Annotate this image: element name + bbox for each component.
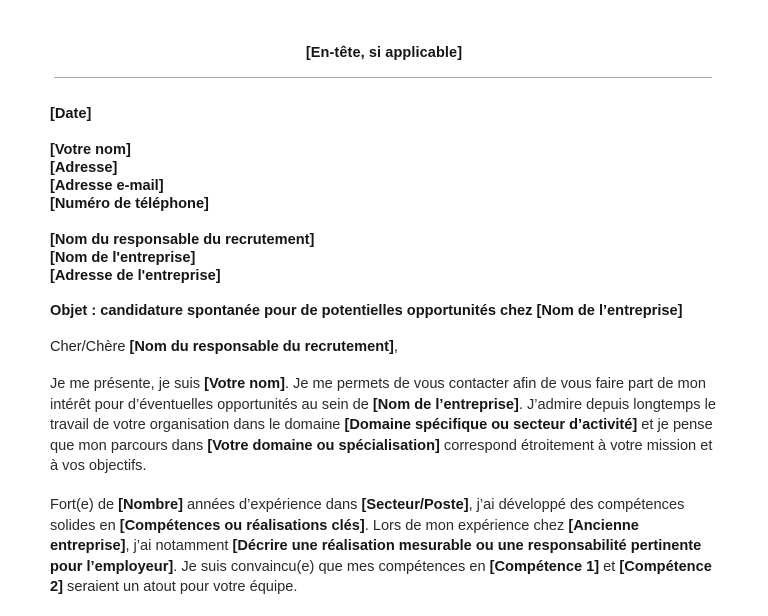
p1-text-3: . J’admire depuis longtemps le travail de votre organisation dans le domaine bbox=[50, 396, 716, 434]
recipient-company: [Nom de l'entreprise] bbox=[50, 250, 196, 266]
header-divider bbox=[54, 77, 712, 78]
greeting bbox=[50, 338, 720, 356]
p2-placeholder-sector: [Secteur/Poste] bbox=[361, 496, 469, 513]
subject-text: Objet : candidature spontanée pour de potentielles opportunités chez [Nom de l’entreprise] bbox=[50, 303, 683, 319]
p1-text-1: Je me présente, je suis bbox=[50, 376, 205, 392]
recipient-address: [Adresse de l'entreprise] bbox=[50, 268, 221, 284]
p1-placeholder-name: [Votre nom] bbox=[204, 376, 285, 392]
letter-body bbox=[50, 105, 720, 616]
p1-placeholder-domain: [Domaine spécifique ou secteur d’activité] bbox=[344, 417, 638, 434]
date-field: [Date] bbox=[50, 106, 92, 122]
subject-line bbox=[50, 302, 720, 320]
p2-text-2: années d’expérience dans bbox=[183, 496, 362, 513]
sender-address: [Adresse] bbox=[50, 160, 118, 176]
p1-text-4: et je pense que mon parcours dans bbox=[50, 417, 713, 454]
p2-placeholder-achievement: [Décrire une réalisation mesurable ou une responsabilité pertinente pour l’employeur] bbox=[50, 538, 702, 575]
p1-placeholder-company: [Nom de l’entreprise] bbox=[372, 396, 519, 413]
p2-text-7: et bbox=[599, 558, 620, 575]
p1-text-5: correspond étroitement à votre mission et à vos objectifs. bbox=[50, 437, 713, 475]
recipient-block bbox=[50, 231, 720, 285]
p2-text-6: . Je suis convaincu(e) que mes compétences en bbox=[173, 558, 490, 575]
p2-placeholder-years: [Nombre] bbox=[118, 496, 183, 513]
p2-text-3: , j’ai développé des compétences solides en bbox=[50, 496, 685, 534]
letter-header: [En-tête, si applicable] bbox=[305, 45, 463, 61]
sender-email: [Adresse e-mail] bbox=[50, 178, 164, 194]
date-block bbox=[50, 105, 720, 123]
p1-text-2: . Je me permets de vous contacter afin de vous faire part de mon intérêt pour d’éventuelles opportunités au sein de bbox=[50, 376, 706, 413]
p2-text-8: seraient un atout pour votre équipe. bbox=[62, 579, 298, 596]
p2-placeholder-skills: [Compétences ou réalisations clés] bbox=[119, 517, 365, 534]
p1-placeholder-specialisation: [Votre domaine ou spécialisation] bbox=[207, 437, 440, 454]
p2-text-4: . Lors de mon expérience chez bbox=[364, 517, 569, 534]
recipient-manager: [Nom du responsable du recrutement] bbox=[50, 232, 315, 248]
paragraph-experience bbox=[50, 495, 720, 598]
greeting-suffix: , bbox=[393, 339, 398, 355]
p2-placeholder-skill-2: [Compétence 2] bbox=[50, 558, 712, 596]
p2-placeholder-skill-1: [Compétence 1] bbox=[489, 558, 600, 575]
greeting-name: [Nom du responsable du recrutement] bbox=[129, 339, 394, 355]
p2-placeholder-former-company: [Ancienne entreprise] bbox=[50, 517, 639, 555]
sender-block bbox=[50, 141, 720, 213]
greeting-prefix: Cher/Chère bbox=[50, 339, 130, 355]
p2-text-5: , j’ai notamment bbox=[125, 538, 233, 555]
p2-text-1: Fort(e) de bbox=[50, 496, 119, 513]
paragraph-introduction bbox=[50, 374, 720, 477]
sender-name: [Votre nom] bbox=[50, 142, 131, 158]
sender-phone: [Numéro de téléphone] bbox=[50, 196, 209, 212]
